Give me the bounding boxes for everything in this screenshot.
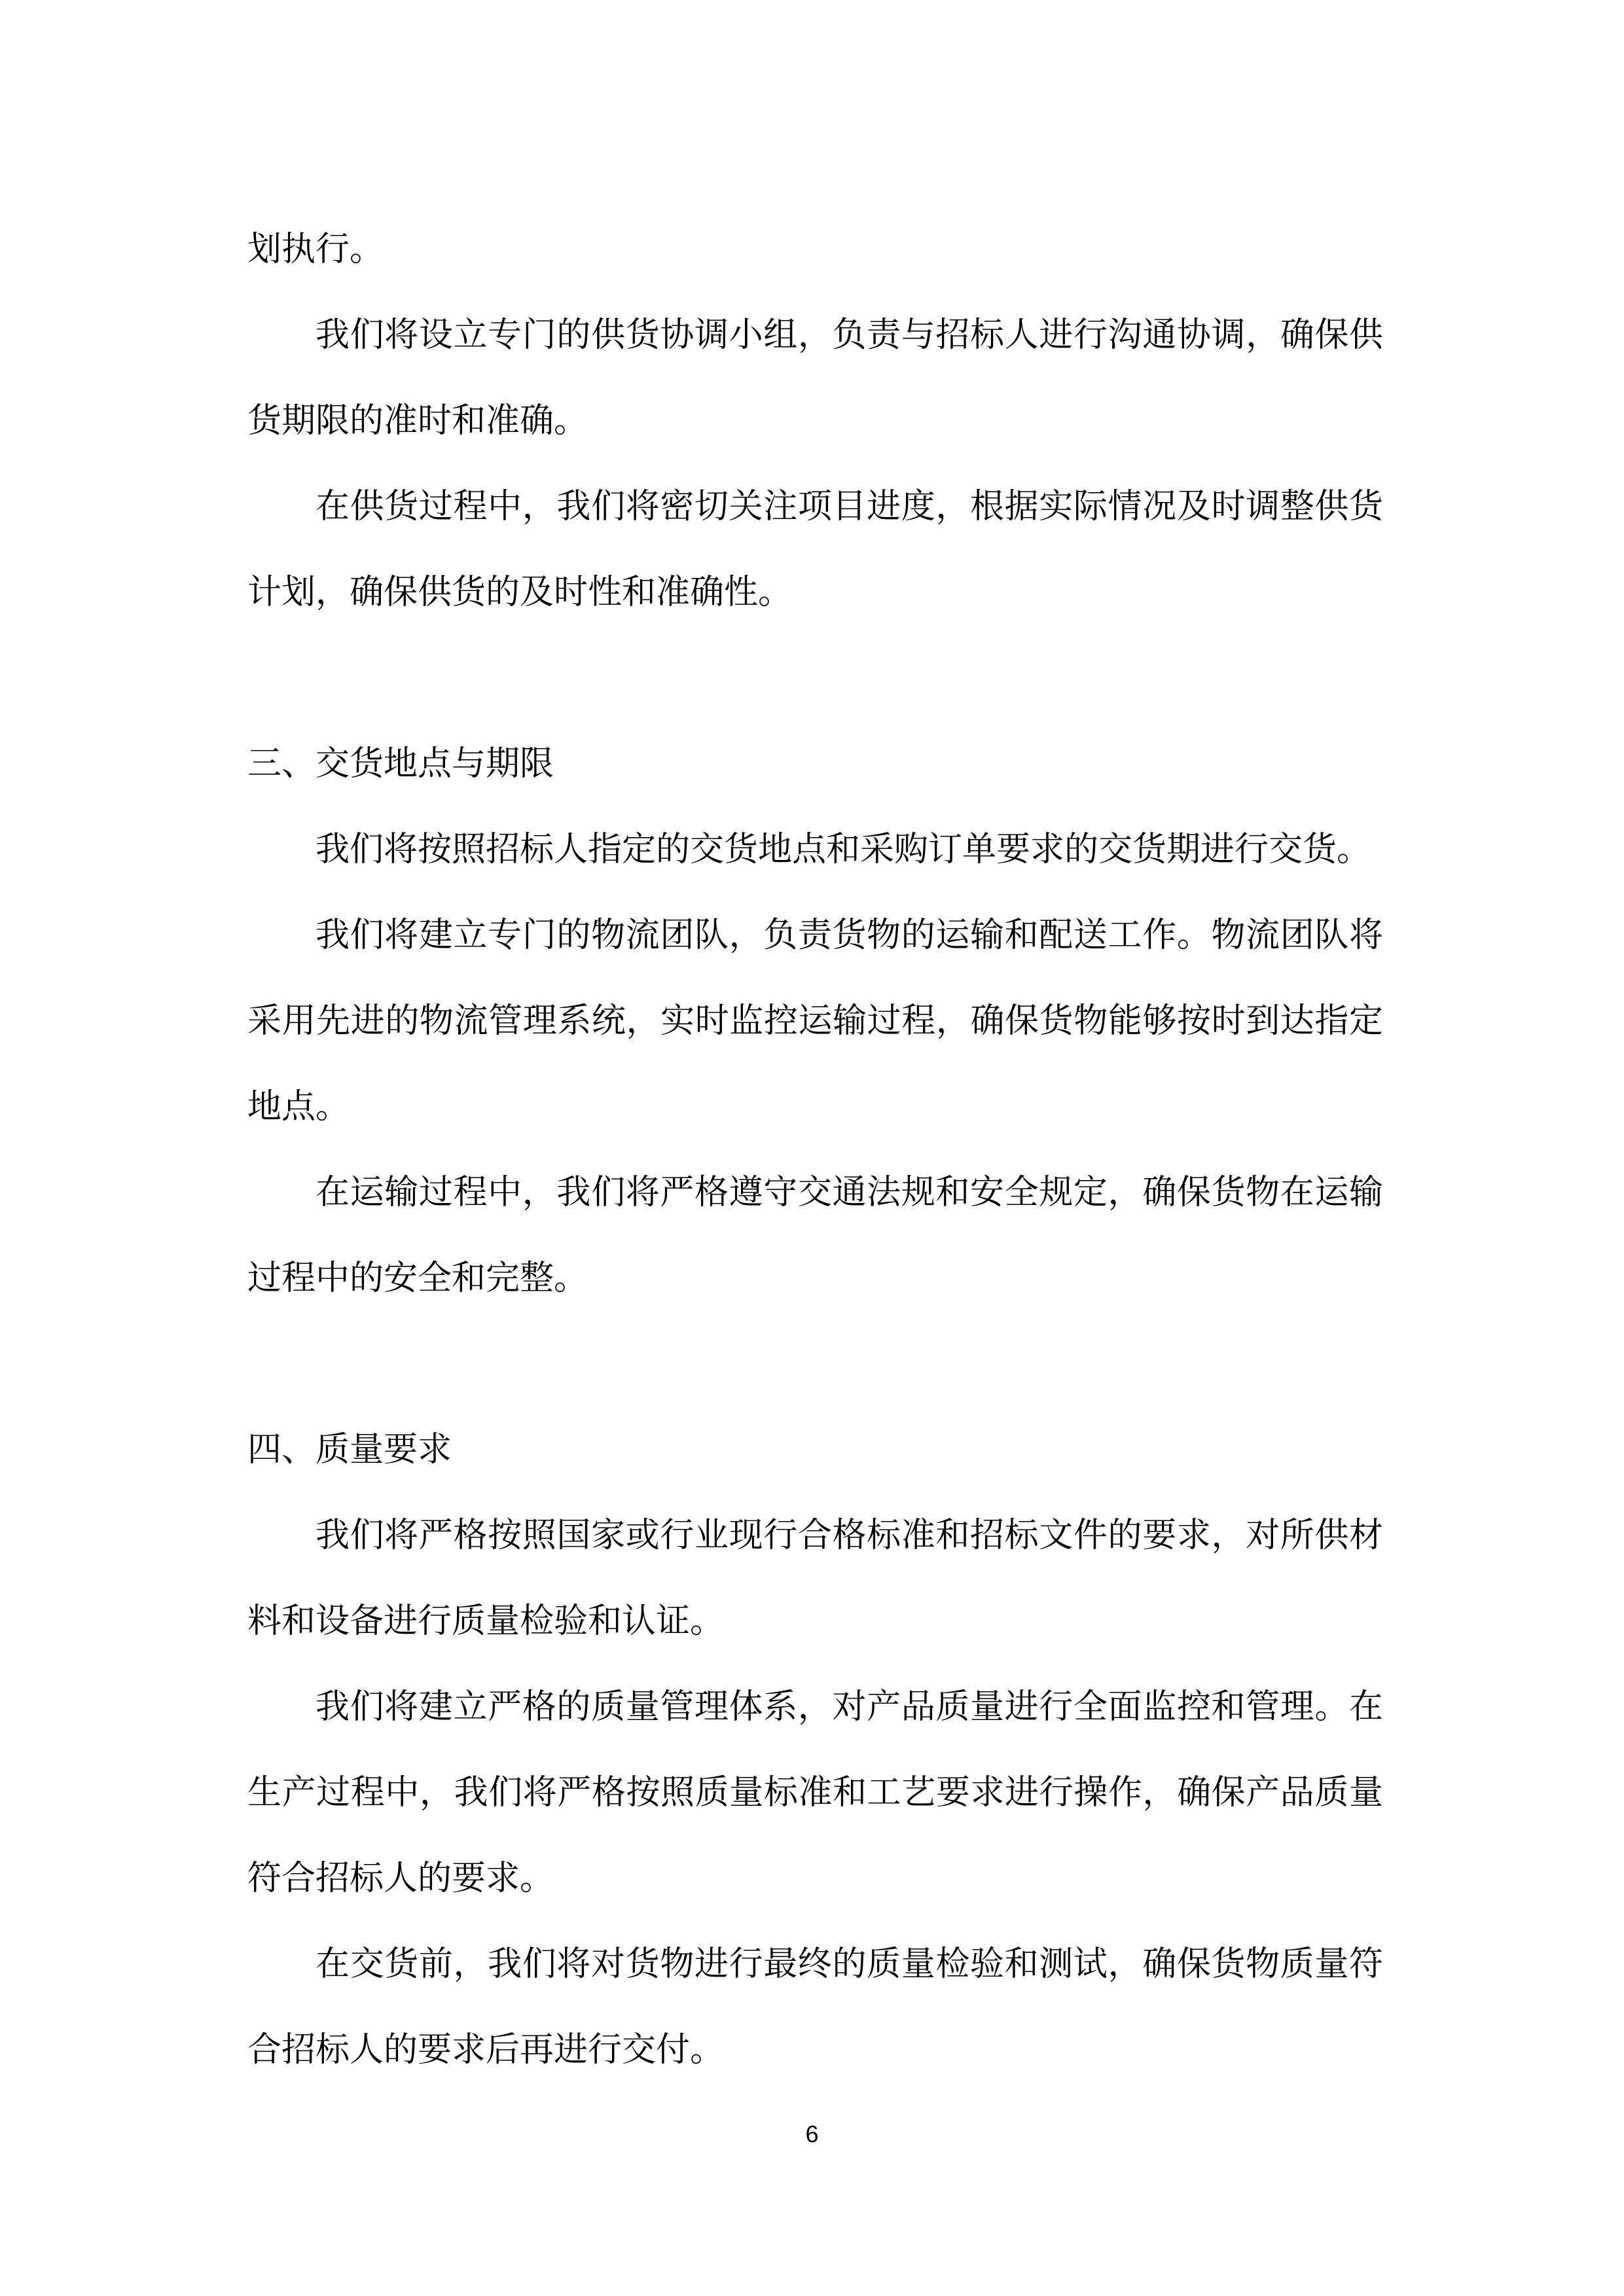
paragraph: 在交货前，我们将对货物进行最终的质量检验和测试，确保货物质量符合招标人的要求后再进行交付。 bbox=[247, 1945, 1383, 2070]
paragraph: 我们将严格按照国家或行业现行合格标准和招标文件的要求，对所供材料和设备进行质量检验和认证。 bbox=[247, 1516, 1383, 1641]
paragraph: 我们将按照招标人指定的交货地点和采购订单要求的交货期进行交货。 bbox=[316, 830, 1371, 869]
paragraph: 我们将建立专门的物流团队，负责货物的运输和配送工作。物流团队将采用先进的物流管理系统，实时监控运输过程，确保货物能够按时到达指定地点。 bbox=[247, 916, 1383, 1126]
paragraph: 我们将设立专门的供货协调小组，负责与招标人进行沟通协调，确保供货期限的准时和准确。 bbox=[247, 315, 1383, 440]
continuation-text: 划执行。 bbox=[247, 230, 384, 269]
section-heading: 三、交货地点与期限 bbox=[247, 744, 554, 783]
paragraph: 在运输过程中，我们将严格遵守交通法规和安全规定，确保货物在运输过程中的安全和完整。 bbox=[247, 1173, 1383, 1298]
paragraph: 我们将建立严格的质量管理体系，对产品质量进行全面监控和管理。在生产过程中，我们将严格按照质量标准和工艺要求进行操作，确保产品质量符合招标人的要求。 bbox=[247, 1687, 1383, 1898]
section-heading: 四、质量要求 bbox=[247, 1430, 452, 1469]
section-gap bbox=[247, 1321, 1383, 1407]
page-body bbox=[247, 207, 1383, 2093]
paragraph: 在供货过程中，我们将密切关注项目进度，根据实际情况及时调整供货计划，确保供货的及时性和准确性。 bbox=[247, 487, 1383, 612]
section-gap bbox=[247, 636, 1383, 721]
page-number: 6 bbox=[805, 2121, 819, 2147]
